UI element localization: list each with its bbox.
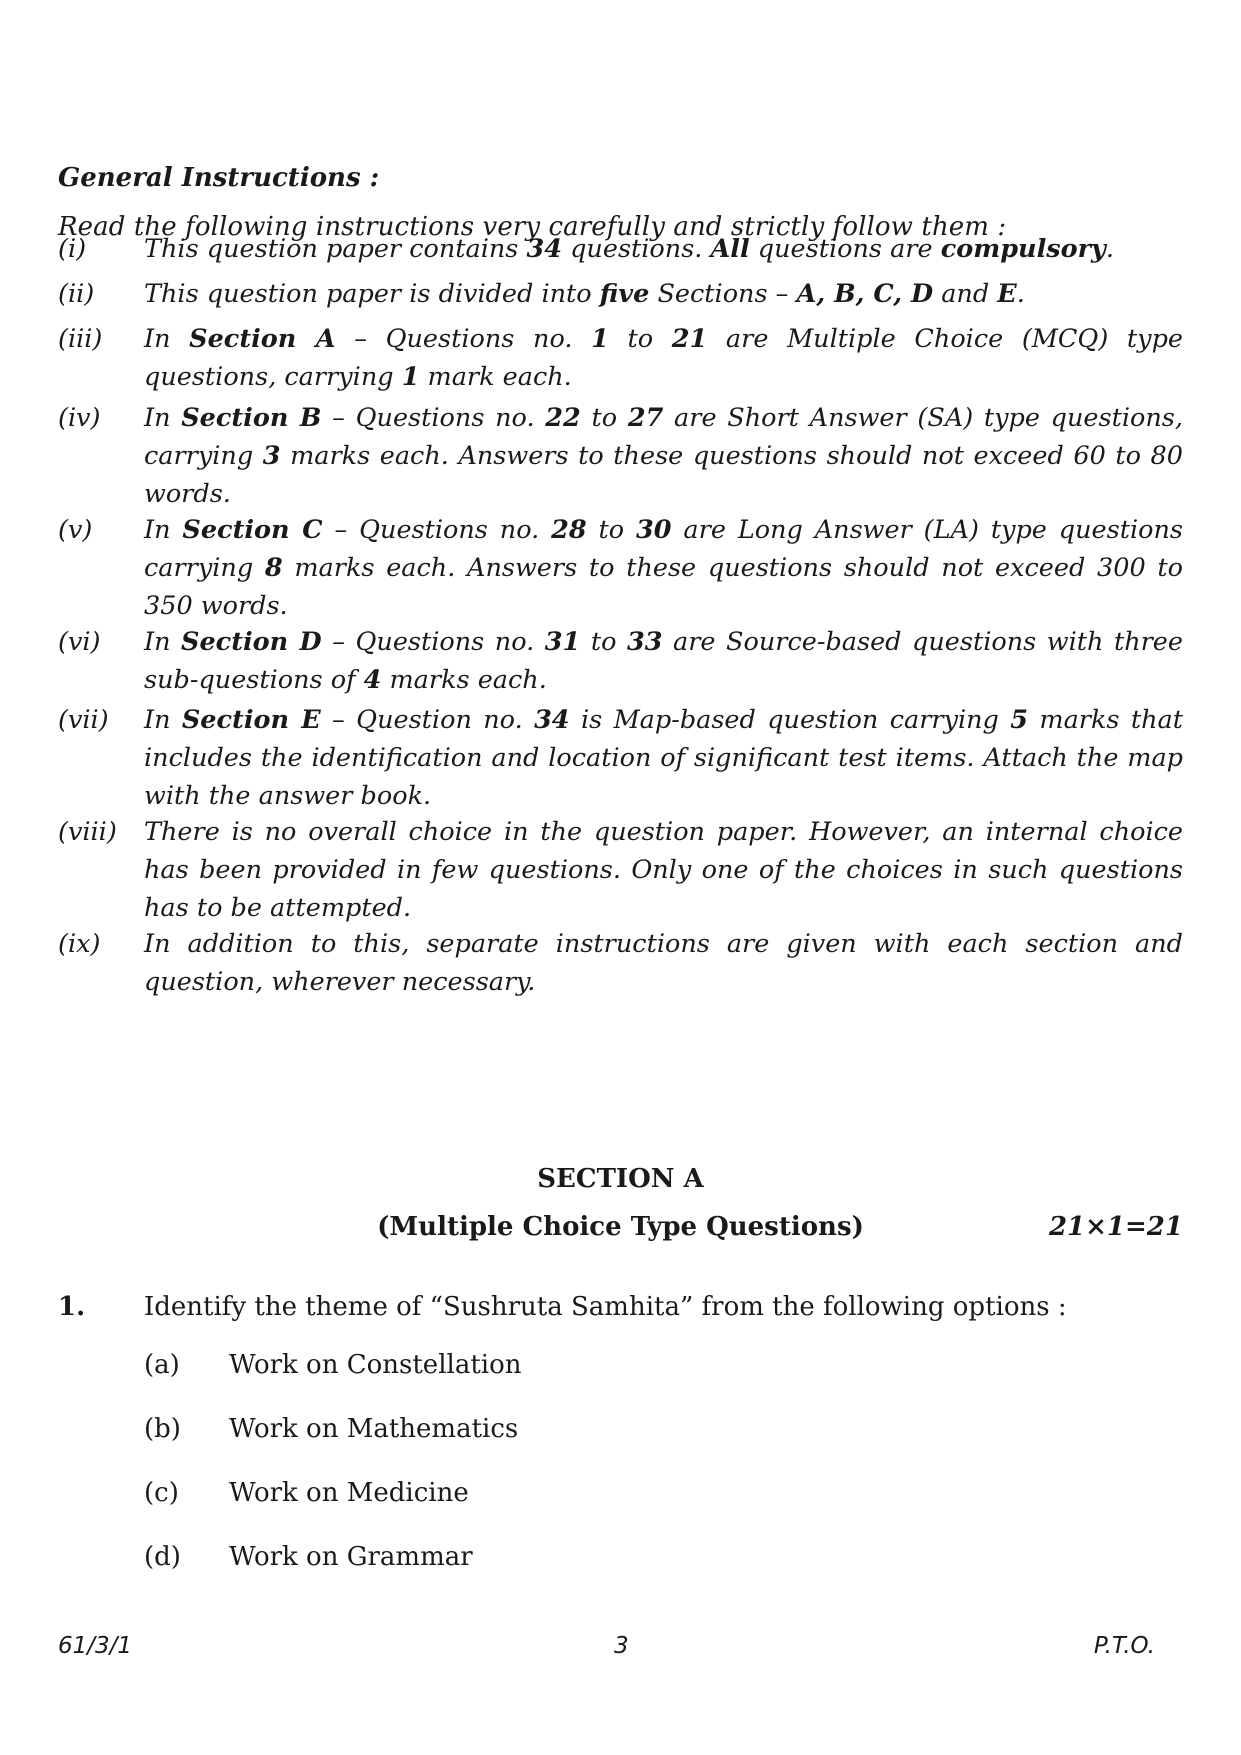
text-run: to — [580, 627, 627, 657]
instruction-iii — [58, 320, 1183, 396]
option-text: Work on Grammar — [229, 1542, 473, 1572]
instruction-v — [58, 511, 1183, 625]
text-run: marks that includes the identification and location of significant test items. Attach the map with the answer book. — [144, 705, 1184, 811]
section-subtitle: (Multiple Choice Type Questions) — [377, 1212, 864, 1242]
bold-text-run: Section E — [181, 705, 321, 735]
bold-text-run: Section A — [189, 324, 336, 354]
instruction-number: (iv) — [58, 403, 101, 433]
pto-label: P.T.O. — [1093, 1633, 1155, 1659]
bold-text-run: 8 — [264, 553, 283, 583]
instruction-number: (vi) — [58, 627, 101, 657]
bold-text-run: 22 — [545, 403, 581, 433]
text-run: mark each. — [419, 362, 572, 392]
text-run: is Map-based question carrying — [569, 705, 1011, 735]
text-run: marks each. Answers to these questions should not exceed 300 to 350 words. — [144, 553, 1183, 621]
instruction-number: (v) — [58, 515, 93, 545]
text-run: are Short Answer (SA) type questions, carrying — [144, 403, 1183, 471]
text-run: This question paper contains — [144, 234, 527, 264]
page-number: 3 — [614, 1633, 629, 1659]
bold-text-run: five — [599, 279, 650, 309]
instruction-number: (viii) — [58, 817, 117, 847]
option-label: (b) — [144, 1414, 181, 1444]
text-run: – Questions no. — [321, 627, 545, 657]
question-text: Identify the theme of “Sushruta Samhita” from the following options : — [144, 1292, 1067, 1322]
bold-text-run: 27 — [627, 403, 664, 433]
bold-text-run: E — [997, 279, 1017, 309]
instruction-i — [58, 230, 1183, 268]
text-run: marks each. — [381, 665, 547, 695]
text-run: In — [144, 324, 190, 354]
bold-text-run: 34 — [534, 705, 570, 735]
instruction-text — [144, 925, 1183, 1001]
text-run: – Questions no. — [322, 515, 552, 545]
bold-text-run: 33 — [626, 627, 663, 657]
bold-text-run: 4 — [363, 665, 382, 695]
instruction-number: (iii) — [58, 324, 103, 354]
instruction-iv — [58, 399, 1183, 513]
text-run: and — [933, 279, 998, 309]
text-run: In — [144, 627, 182, 657]
bold-text-run: 1 — [591, 324, 609, 354]
text-run: This question paper is divided into — [144, 279, 600, 309]
text-run: to — [586, 515, 637, 545]
text-run: – Questions no. — [321, 403, 546, 433]
instruction-ix — [58, 925, 1183, 1001]
text-run: In — [144, 403, 182, 433]
text-run: . — [1016, 279, 1025, 309]
instruction-number: (ii) — [58, 279, 95, 309]
instruction-ii — [58, 275, 1183, 313]
instruction-number: (vii) — [58, 705, 109, 735]
text-run: to — [580, 403, 628, 433]
bold-text-run: A, B, C, D — [796, 279, 934, 309]
option-label: (a) — [144, 1350, 180, 1380]
text-run: questions are — [749, 234, 941, 264]
bold-text-run: 34 — [526, 234, 562, 264]
section-marks: 21×1=21 — [1048, 1212, 1183, 1242]
question-number: 1. — [58, 1292, 86, 1322]
instruction-number: (ix) — [58, 929, 101, 959]
option-text: Work on Medicine — [229, 1478, 469, 1508]
instruction-vii — [58, 701, 1183, 815]
instruction-text — [144, 275, 1183, 313]
bold-text-run: 31 — [544, 627, 581, 657]
instruction-text — [144, 701, 1183, 815]
bold-text-run: 1 — [401, 362, 420, 392]
text-run: In addition to this, separate instructions are given with each section and question, wherever necessary. — [144, 929, 1183, 997]
bold-text-run: Section C — [182, 515, 323, 545]
text-run: In — [144, 705, 182, 735]
instruction-number: (i) — [58, 234, 87, 264]
instruction-text — [144, 399, 1183, 513]
option-label: (c) — [144, 1478, 179, 1508]
option-text: Work on Constellation — [229, 1350, 522, 1380]
text-run: are Source-based questions with three sub-questions of — [144, 627, 1183, 695]
instruction-text — [144, 230, 1183, 268]
bold-text-run: compulsory — [940, 234, 1106, 264]
text-run: In — [144, 515, 183, 545]
bold-text-run: 5 — [1010, 705, 1029, 735]
bold-text-run: Section B — [181, 403, 322, 433]
text-run: – Questions no. — [335, 324, 592, 354]
bold-text-run: 30 — [636, 515, 672, 545]
text-run: to — [608, 324, 672, 354]
option-text: Work on Mathematics — [229, 1414, 519, 1444]
instruction-text — [144, 623, 1183, 699]
bold-text-run: 21 — [671, 324, 708, 354]
instructions-intro: Read the following instructions very carefully and strictly follow them : — [58, 212, 1007, 242]
bold-text-run: 3 — [262, 441, 281, 471]
bold-text-run: Section D — [181, 627, 322, 657]
text-run: are Long Answer (LA) type questions carrying — [144, 515, 1183, 583]
text-run: . — [1105, 234, 1114, 264]
instruction-vi — [58, 623, 1183, 699]
text-run: questions. — [562, 234, 711, 264]
text-run: marks each. Answers to these questions should not exceed 60 to 80 words. — [144, 441, 1183, 509]
text-run: Sections – — [649, 279, 797, 309]
bold-text-run: All — [710, 234, 750, 264]
instruction-text — [144, 511, 1183, 625]
instruction-text — [144, 320, 1183, 396]
text-run: There is no overall choice in the question paper. However, an internal choice has been provided in few questions. Only one of the choices in such questions has to be attempted. — [144, 817, 1183, 923]
instruction-viii — [58, 813, 1183, 927]
section-title: SECTION A — [537, 1164, 704, 1194]
instruction-text — [144, 813, 1183, 927]
text-run: are Multiple Choice (MCQ) type questions, carrying — [144, 324, 1183, 392]
option-label: (d) — [144, 1542, 181, 1572]
paper-code: 61/3/1 — [58, 1633, 133, 1659]
general-instructions-heading: General Instructions : — [58, 163, 380, 193]
text-run: – Question no. — [320, 705, 535, 735]
bold-text-run: 28 — [551, 515, 587, 545]
